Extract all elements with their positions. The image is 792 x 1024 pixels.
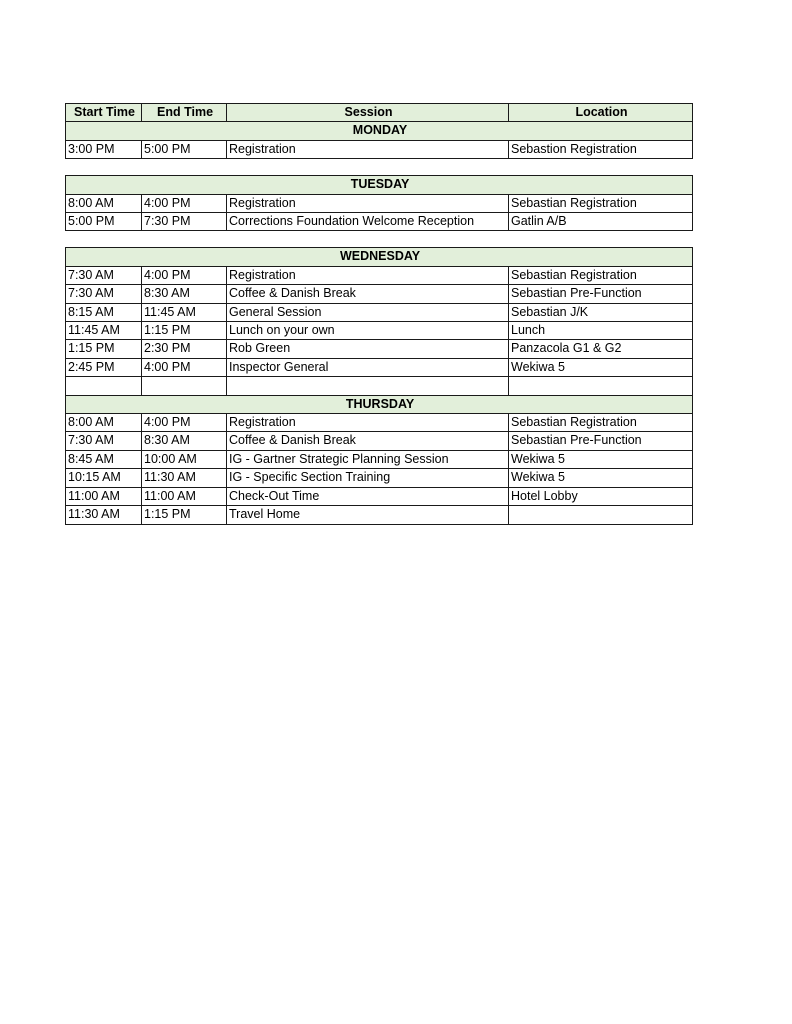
header-start-time: Start Time xyxy=(66,104,142,122)
end-time: 8:30 AM xyxy=(142,432,227,450)
end-time: 4:00 PM xyxy=(142,358,227,376)
start-time: 7:30 AM xyxy=(66,432,142,450)
end-time: 1:15 PM xyxy=(142,322,227,340)
empty-cell xyxy=(66,377,142,395)
session: Registration xyxy=(227,194,509,212)
empty-cell xyxy=(227,377,509,395)
table-row xyxy=(66,450,693,468)
end-time: 4:00 PM xyxy=(142,414,227,432)
session: Corrections Foundation Welcome Reception xyxy=(227,213,509,231)
header-location: Location xyxy=(509,104,693,122)
session: Registration xyxy=(227,140,509,158)
table-row xyxy=(66,303,693,321)
table-row xyxy=(66,194,693,212)
schedule-table-monday xyxy=(65,103,693,159)
location: Sebastian J/K xyxy=(509,303,693,321)
day-row xyxy=(66,122,693,140)
location: Panzacola G1 & G2 xyxy=(509,340,693,358)
session: Coffee & Danish Break xyxy=(227,285,509,303)
end-time: 10:00 AM xyxy=(142,450,227,468)
day-heading-wednesday: WEDNESDAY xyxy=(66,248,693,266)
schedule-table-wednesday-thursday xyxy=(65,247,693,524)
location: Sebastian Pre-Function xyxy=(509,285,693,303)
table-row xyxy=(66,340,693,358)
session: Registration xyxy=(227,414,509,432)
schedule xyxy=(65,103,692,525)
location: Lunch xyxy=(509,322,693,340)
end-time: 4:00 PM xyxy=(142,194,227,212)
start-time: 10:15 AM xyxy=(66,469,142,487)
table-row xyxy=(66,487,693,505)
location: Sebastian Registration xyxy=(509,414,693,432)
day-row xyxy=(66,176,693,194)
start-time: 5:00 PM xyxy=(66,213,142,231)
end-time: 7:30 PM xyxy=(142,213,227,231)
table-row xyxy=(66,140,693,158)
end-time: 5:00 PM xyxy=(142,140,227,158)
start-time: 8:15 AM xyxy=(66,303,142,321)
session: IG - Gartner Strategic Planning Session xyxy=(227,450,509,468)
start-time: 8:45 AM xyxy=(66,450,142,468)
start-time: 8:00 AM xyxy=(66,194,142,212)
table-row xyxy=(66,432,693,450)
start-time: 11:30 AM xyxy=(66,506,142,524)
end-time: 1:15 PM xyxy=(142,506,227,524)
session: Rob Green xyxy=(227,340,509,358)
location: Wekiwa 5 xyxy=(509,450,693,468)
end-time: 4:00 PM xyxy=(142,266,227,284)
day-heading-tuesday: TUESDAY xyxy=(66,176,693,194)
start-time: 1:15 PM xyxy=(66,340,142,358)
session: Registration xyxy=(227,266,509,284)
location: Wekiwa 5 xyxy=(509,469,693,487)
location: Sebastian Registration xyxy=(509,194,693,212)
location: Sebastion Registration xyxy=(509,140,693,158)
start-time: 11:00 AM xyxy=(66,487,142,505)
schedule-table-tuesday xyxy=(65,175,693,231)
session: IG - Specific Section Training xyxy=(227,469,509,487)
table-row xyxy=(66,213,693,231)
table-row xyxy=(66,506,693,524)
table-row xyxy=(66,469,693,487)
day-heading-monday: MONDAY xyxy=(66,122,693,140)
start-time: 8:00 AM xyxy=(66,414,142,432)
location xyxy=(509,506,693,524)
location: Sebastian Pre-Function xyxy=(509,432,693,450)
session: General Session xyxy=(227,303,509,321)
table-row xyxy=(66,414,693,432)
session: Coffee & Danish Break xyxy=(227,432,509,450)
end-time: 11:00 AM xyxy=(142,487,227,505)
session: Inspector General xyxy=(227,358,509,376)
day-row xyxy=(66,248,693,266)
start-time: 2:45 PM xyxy=(66,358,142,376)
session: Check-Out Time xyxy=(227,487,509,505)
location: Wekiwa 5 xyxy=(509,358,693,376)
start-time: 11:45 AM xyxy=(66,322,142,340)
header-session: Session xyxy=(227,104,509,122)
table-row xyxy=(66,322,693,340)
end-time: 11:30 AM xyxy=(142,469,227,487)
end-time: 2:30 PM xyxy=(142,340,227,358)
day-row xyxy=(66,395,693,413)
location: Sebastian Registration xyxy=(509,266,693,284)
table-row xyxy=(66,358,693,376)
header-row xyxy=(66,104,693,122)
empty-cell xyxy=(142,377,227,395)
empty-cell xyxy=(509,377,693,395)
day-heading-thursday: THURSDAY xyxy=(66,395,693,413)
table-row xyxy=(66,285,693,303)
session: Travel Home xyxy=(227,506,509,524)
session: Lunch on your own xyxy=(227,322,509,340)
end-time: 8:30 AM xyxy=(142,285,227,303)
start-time: 3:00 PM xyxy=(66,140,142,158)
location: Hotel Lobby xyxy=(509,487,693,505)
header-end-time: End Time xyxy=(142,104,227,122)
table-row xyxy=(66,266,693,284)
end-time: 11:45 AM xyxy=(142,303,227,321)
start-time: 7:30 AM xyxy=(66,285,142,303)
start-time: 7:30 AM xyxy=(66,266,142,284)
location: Gatlin A/B xyxy=(509,213,693,231)
blank-row xyxy=(66,377,693,395)
